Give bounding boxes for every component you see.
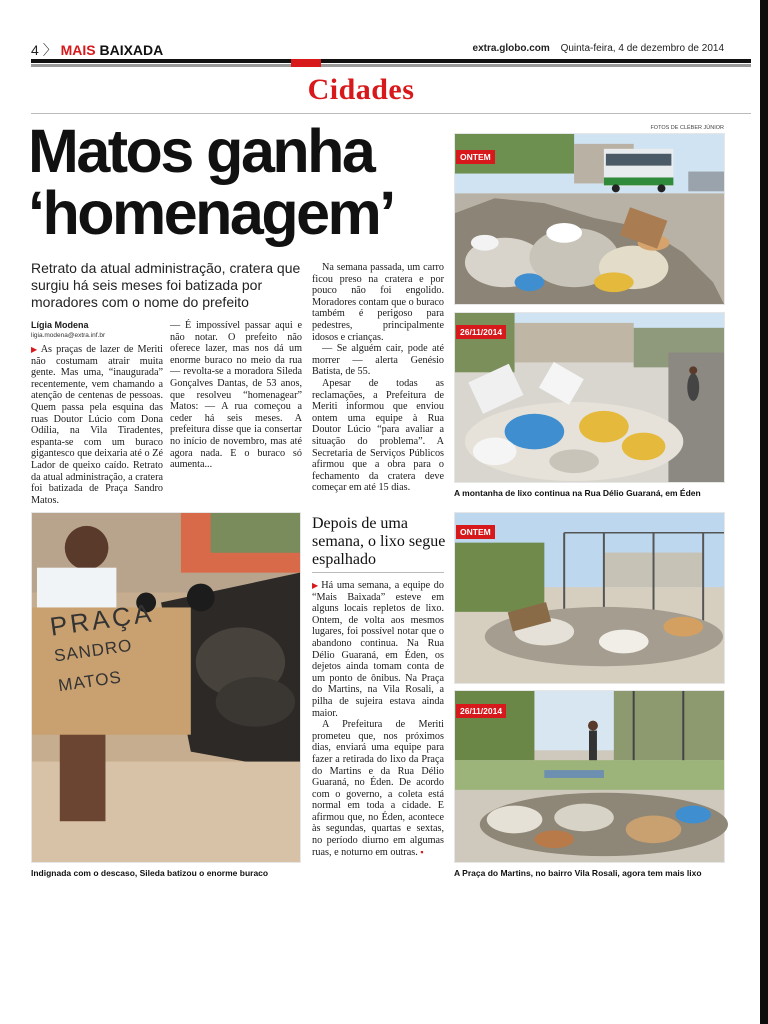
tag-date-2: 26/11/2014 — [456, 704, 506, 718]
page-separator: 〉 — [42, 42, 57, 58]
brand-mais: MAIS — [60, 42, 96, 58]
article-paragraph-3: Na semana passada, um carro ficou preso na cratera e por pouco não foi engolido. Moradores contam que o buraco também é perigoso para pedestres, principalmente idosos e crianças. — [312, 262, 444, 343]
deck: Retrato da atual administração, cratera que surgiu há seis meses foi batizada por moradores com o nome do prefeito — [31, 260, 301, 310]
section-title: Cidades — [307, 73, 415, 106]
sidebar-divider — [312, 572, 444, 573]
article-column-2 — [170, 320, 302, 502]
photo-credit: FOTOS DE CLÉBER JÚNIOR — [650, 125, 724, 131]
headline — [28, 117, 448, 247]
header-rule-black — [31, 59, 751, 63]
paragraph-marker-icon: ▶ — [312, 581, 320, 590]
headline-line-2: ‘homenagem’ — [28, 179, 394, 247]
article-paragraph-4: — Se alguém cair, pode até morrer — alerta Genésio Batista, de 55. — [312, 343, 444, 378]
paragraph-marker-icon: ▶ — [31, 345, 39, 354]
article-paragraph-2: — É impossível passar aqui e não notar. O prefeito não oferece lazer, mas nos dá um enorme buraco no meio da rua — revolta-se a moradora Sileda Gonçalves Dantas, de 53 anos, que resolveu “homenagear” Matos: — A rua começou a ceder há seis meses. A prefeitura disse que ia consertar no início de novembro, mas até agora nada. E o buraco só aumenta... — [170, 320, 302, 471]
author-name: Lígia Modena — [31, 320, 89, 330]
header-rule-gray — [31, 64, 751, 67]
caption-trash-street: A montanha de lixo continua na Rua Délio Guaraná, em Éden — [454, 488, 701, 498]
brand-baixada: BAIXADA — [99, 42, 164, 58]
tag-ontem-2: ONTEM — [456, 525, 495, 539]
tag-ontem-1: ONTEM — [456, 150, 495, 164]
end-mark-icon: ▪ — [420, 846, 424, 857]
page-header-left — [31, 40, 163, 60]
article-column-1 — [31, 344, 163, 506]
article-column-3 — [312, 262, 444, 502]
issue-date: Quinta-feira, 4 de dezembro de 2014 — [560, 43, 724, 54]
page-number: 4 — [31, 42, 39, 58]
article-paragraph-5: Apesar de todas as reclamações, a Prefeitura de Meriti informou que enviou ontem uma equipe à Rua Doutor Lúcio “para avaliar a situação do problema”. A Secretaria de Serviços Públicos afirmou que a obra para o fechamento da cratera deve começar em até 15 dias. — [312, 377, 444, 494]
caption-woman: Indignada com o descaso, Sileda batizou o enorme buraco — [31, 868, 269, 878]
headline-line-1: Matos ganha — [28, 117, 374, 185]
section-divider — [31, 113, 751, 114]
sidebar-column — [312, 580, 444, 880]
page-edge — [760, 0, 768, 1024]
section-marker — [291, 59, 321, 67]
sign-line-1: PRAÇA — [48, 597, 156, 642]
sidebar-title: Depois de uma semana, o lixo segue espalhado — [312, 515, 446, 568]
author-email: ligia.modena@extra.inf.br — [31, 332, 106, 339]
tag-date-1: 26/11/2014 — [456, 325, 506, 339]
site-url: extra.globo.com — [472, 43, 550, 54]
sidebar-paragraph-1: Há uma semana, a equipe do “Mais Baixada” esteve em alguns locais repletos de lixo. Ontem, de volta aos mesmos lugares, foi possível notar que o abandono continua. Na Rua Délio Guaraná, em Éden, os dejetos ainda tomam conta de um ponto de ônibus. Na Praça do Martins, na Vila Rosali, a pilha de sujeira estava ainda maior. — [312, 580, 444, 719]
sidebar-paragraph-2: A Prefeitura de Meriti prometeu que, nos próximos dias, enviará uma equipe para fazer a retirada do lixo da Praça do Martins e da Rua Délio Guaraná, no Éden. De acordo com o governo, a coleta está normal em toda a cidade. E afirmou que, no Éden, acontece às segundas, quartas e sextas, no período diurno em algumas ruas, e noturno em outras. — [312, 719, 444, 858]
caption-square: A Praça do Martins, no bairro Vila Rosali, agora tem mais lixo — [454, 868, 702, 878]
sign-line-2: SANDRO MATOS — [52, 635, 134, 696]
article-paragraph-1: As praças de lazer de Meriti não costumam atrair muita gente. Mas uma, “inaugurada” recentemente, vem chamando a atenção de centenas de pessoas. Quem passa pela esquina das ruas Doutor Lúcio com Dona Odília, na Vila Tiradentes, espanta-se com um buraco gigantesco que deixaria até o Zé Lador de queixo caído. Retrato da atual administração, a cratera foi batizada de Praça Sandro Matos. — [31, 344, 163, 506]
page-header-right — [473, 43, 724, 54]
